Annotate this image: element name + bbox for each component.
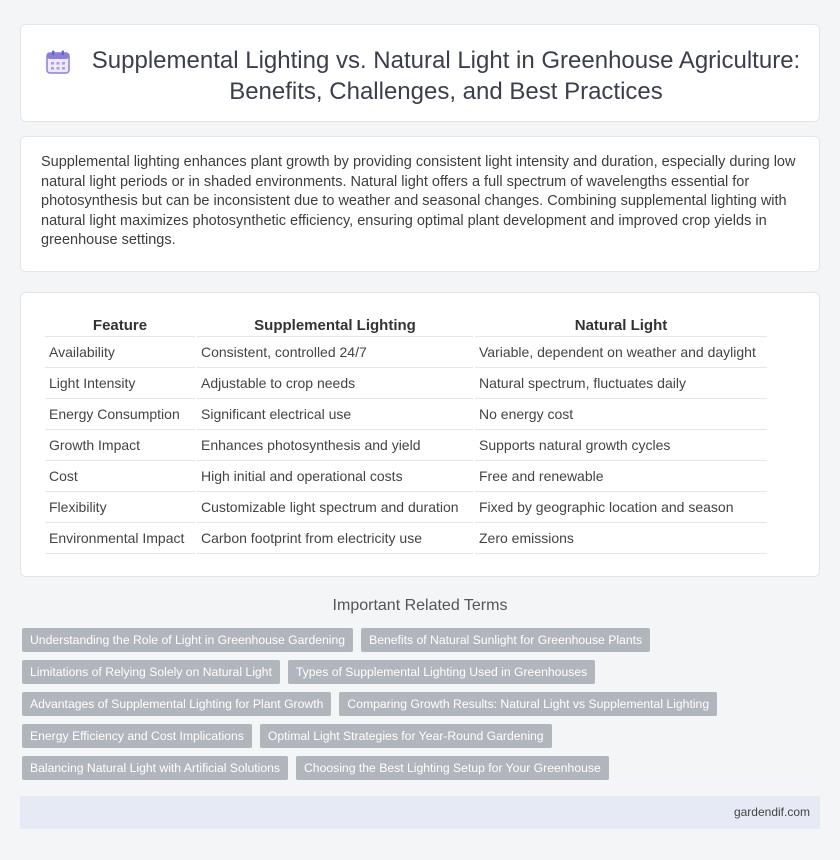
page-title: Supplemental Lighting vs. Natural Light in Greenhouse Agriculture: Benefits, Challenges, and Best Practices bbox=[91, 47, 801, 105]
cell-natural: Free and renewable bbox=[475, 461, 767, 492]
header-feature: Feature bbox=[45, 315, 195, 337]
cell-natural: No energy cost bbox=[475, 399, 767, 430]
cell-natural: Natural spectrum, fluctuates daily bbox=[475, 368, 767, 399]
header bbox=[45, 45, 801, 107]
related-term-tag[interactable]: Balancing Natural Light with Artificial Solutions bbox=[22, 756, 288, 780]
cell-supplemental: Adjustable to crop needs bbox=[197, 368, 473, 399]
table-row bbox=[45, 337, 767, 368]
summary-paragraph: Supplemental lighting enhances plant growth by providing consistent light intensity and duration, especially during low natural light periods or in shaded environments. Natural light offers a full spectrum of wavelengths essential for photosynthesis but can be inconsistent due to weather and seasonal changes. Combining supplemental lighting with natural light maximizes photosynthetic efficiency, ensuring optimal plant development and improved crop yields in greenhouse settings. bbox=[41, 154, 796, 248]
table-row bbox=[45, 461, 767, 492]
related-term-tag[interactable]: Limitations of Relying Solely on Natural Light bbox=[22, 660, 280, 684]
cell-natural: Fixed by geographic location and season bbox=[475, 492, 767, 523]
cell-supplemental: Carbon footprint from electricity use bbox=[197, 523, 473, 554]
cell-supplemental: Enhances photosynthesis and yield bbox=[197, 430, 473, 461]
related-term-tag[interactable]: Types of Supplemental Lighting Used in Greenhouses bbox=[288, 660, 595, 684]
cell-supplemental: High initial and operational costs bbox=[197, 461, 473, 492]
header-supplemental: Supplemental Lighting bbox=[197, 315, 473, 337]
cell-natural: Supports natural growth cycles bbox=[475, 430, 767, 461]
related-term-tag[interactable]: Advantages of Supplemental Lighting for Plant Growth bbox=[22, 692, 331, 716]
cell-feature: Availability bbox=[45, 337, 195, 368]
cell-feature: Light Intensity bbox=[45, 368, 195, 399]
cell-feature: Environmental Impact bbox=[45, 523, 195, 554]
comparison-table bbox=[43, 315, 769, 554]
cell-supplemental: Consistent, controlled 24/7 bbox=[197, 337, 473, 368]
cell-feature: Cost bbox=[45, 461, 195, 492]
table-row bbox=[45, 399, 767, 430]
header-card bbox=[20, 24, 820, 122]
header-natural: Natural Light bbox=[475, 315, 767, 337]
related-term-tag[interactable]: Optimal Light Strategies for Year-Round Gardening bbox=[260, 724, 552, 748]
related-term-tag[interactable]: Benefits of Natural Sunlight for Greenhouse Plants bbox=[361, 628, 650, 652]
footer-site-link[interactable]: gardendif.com bbox=[733, 805, 810, 819]
related-term-tag[interactable]: Understanding the Role of Light in Greenhouse Gardening bbox=[22, 628, 353, 652]
table-row bbox=[45, 523, 767, 554]
table-row bbox=[45, 368, 767, 399]
calendar-icon bbox=[45, 49, 71, 75]
related-terms-title: Important Related Terms bbox=[332, 597, 508, 614]
footer bbox=[20, 796, 820, 829]
table-row bbox=[45, 430, 767, 461]
cell-natural: Zero emissions bbox=[475, 523, 767, 554]
cell-natural: Variable, dependent on weather and daylight bbox=[475, 337, 767, 368]
comparison-card bbox=[20, 292, 820, 577]
cell-supplemental: Significant electrical use bbox=[197, 399, 473, 430]
related-terms-list bbox=[22, 628, 822, 788]
table-row bbox=[45, 492, 767, 523]
cell-supplemental: Customizable light spectrum and duration bbox=[197, 492, 473, 523]
summary-card bbox=[20, 136, 820, 272]
table-header-row bbox=[45, 315, 767, 337]
cell-feature: Flexibility bbox=[45, 492, 195, 523]
related-term-tag[interactable]: Energy Efficiency and Cost Implications bbox=[22, 724, 252, 748]
cell-feature: Growth Impact bbox=[45, 430, 195, 461]
cell-feature: Energy Consumption bbox=[45, 399, 195, 430]
related-term-tag[interactable]: Choosing the Best Lighting Setup for Your Greenhouse bbox=[296, 756, 609, 780]
related-term-tag[interactable]: Comparing Growth Results: Natural Light vs Supplemental Lighting bbox=[339, 692, 717, 716]
